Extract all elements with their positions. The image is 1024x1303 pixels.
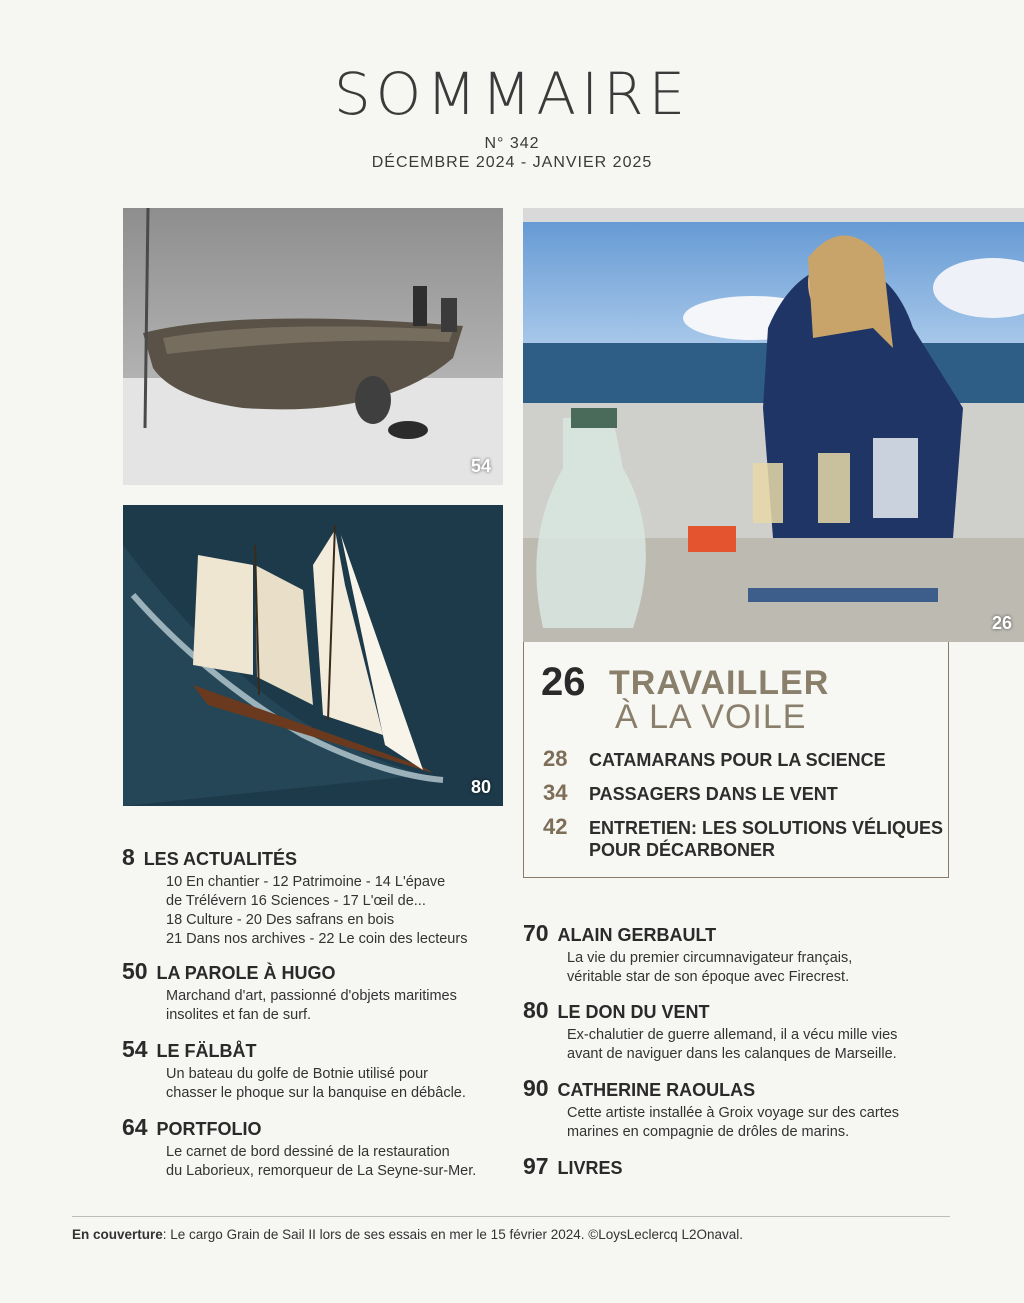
entry-line: insolites et fan de surf. — [166, 1007, 312, 1023]
entry-line: véritable star de son époque avec Firecrest. — [567, 969, 850, 985]
arctic-boat-image — [123, 208, 503, 485]
entry-line: Marchand d'art, passionné d'objets maritimes — [166, 988, 457, 1004]
feature-item-label: PASSAGERS DANS LE VENT — [589, 784, 838, 804]
entry-number: 54 — [122, 1036, 148, 1062]
page-title: SOMMAIRE — [333, 60, 691, 128]
toc-entry-falbat[interactable] — [122, 1036, 502, 1103]
entry-line: marines en compagnie de drôles de marins. — [567, 1124, 850, 1140]
entry-line: La vie du premier circumnavigateur français, — [567, 950, 853, 966]
feature-item[interactable] — [543, 746, 886, 772]
entry-line: Ex-chalutier de guerre allemand, il a vécu mille vies — [567, 1027, 898, 1043]
feature-item-label: ENTRETIEN: LES SOLUTIONS VÉLIQUES — [589, 818, 944, 838]
entry-number: 97 — [523, 1153, 549, 1179]
feature-title-line1: TRAVAILLER — [609, 664, 830, 702]
schooner-image — [123, 505, 503, 806]
entry-line: avant de naviguer dans les calanques de Marseille. — [567, 1046, 897, 1062]
entry-title: CATHERINE RAOULAS — [557, 1080, 756, 1100]
photo-schooner[interactable] — [123, 505, 503, 806]
toc-entry-parole-hugo[interactable] — [122, 958, 502, 1025]
entry-title: LES ACTUALITÉS — [143, 849, 298, 869]
cover-credit-text: : Le cargo Grain de Sail II lors de ses essais en mer le 15 février 2024. ©LoysLeclercq L2Onaval. — [162, 1227, 744, 1242]
photo-page-number: 26 — [991, 613, 1012, 633]
entry-number: 50 — [122, 958, 148, 984]
entry-line: chasser le phoque sur la banquise en débâcle. — [166, 1085, 466, 1101]
toc-entry-actualites[interactable] — [122, 844, 502, 949]
entry-title: LIVRES — [557, 1158, 623, 1178]
entry-line: Le carnet de bord dessiné de la restauration — [166, 1144, 450, 1160]
science-boat-image — [523, 208, 1024, 642]
entry-number: 90 — [523, 1075, 549, 1101]
toc-entry-don-du-vent[interactable] — [523, 997, 953, 1064]
cover-credit — [72, 1227, 743, 1242]
cover-credit-label: En couverture — [72, 1227, 163, 1242]
entry-title: LE FÄLBÅT — [156, 1041, 257, 1061]
feature-item-number: 28 — [543, 746, 568, 771]
entry-number: 70 — [523, 920, 549, 946]
entry-line: Cette artiste installée à Groix voyage sur des cartes — [567, 1105, 900, 1121]
feature-item-label: CATAMARANS POUR LA SCIENCE — [589, 750, 886, 770]
feature-item-label-cont: POUR DÉCARBONER — [589, 840, 776, 860]
entry-title: ALAIN GERBAULT — [557, 925, 717, 945]
entry-number: 8 — [122, 844, 135, 870]
issue-number: N° 342 — [484, 135, 540, 152]
entry-line: 10 En chantier - 12 Patrimoine - 14 L'épave — [166, 874, 446, 890]
photo-science-boat[interactable] — [523, 208, 1024, 642]
feature-item-number: 34 — [543, 780, 568, 805]
photo-page-number: 54 — [470, 456, 491, 476]
toc-entry-gerbault[interactable] — [523, 920, 953, 987]
entry-title: LA PAROLE À HUGO — [156, 963, 336, 983]
entry-line: de Trélévern 16 Sciences - 17 L'œil de... — [166, 893, 426, 909]
issue-date: DÉCEMBRE 2024 - JANVIER 2025 — [371, 154, 653, 171]
entry-line: Un bateau du golfe de Botnie utilisé pour — [166, 1066, 428, 1082]
entry-number: 64 — [122, 1114, 148, 1140]
photo-arctic-boat[interactable] — [123, 208, 503, 485]
entry-line: 18 Culture - 20 Des safrans en bois — [166, 912, 395, 928]
feature-number: 26 — [541, 660, 586, 704]
entry-title: LE DON DU VENT — [557, 1002, 710, 1022]
toc-entry-raoulas[interactable] — [523, 1075, 953, 1142]
feature-item[interactable] — [543, 780, 838, 806]
toc-entry-portfolio[interactable] — [122, 1114, 502, 1181]
feature-title-line2: À LA VOILE — [615, 698, 807, 736]
entry-line: 21 Dans nos archives - 22 Le coin des lecteurs — [166, 931, 468, 947]
feature-item[interactable] — [543, 814, 943, 840]
photo-page-number: 80 — [470, 777, 491, 797]
entry-line: du Laborieux, remorqueur de La Seyne-sur-Mer. — [166, 1163, 477, 1179]
feature-item-number: 42 — [543, 814, 568, 839]
entry-title: PORTFOLIO — [156, 1119, 262, 1139]
entry-number: 80 — [523, 997, 549, 1023]
footer-divider — [72, 1216, 950, 1217]
toc-entry-livres[interactable] — [523, 1153, 953, 1180]
